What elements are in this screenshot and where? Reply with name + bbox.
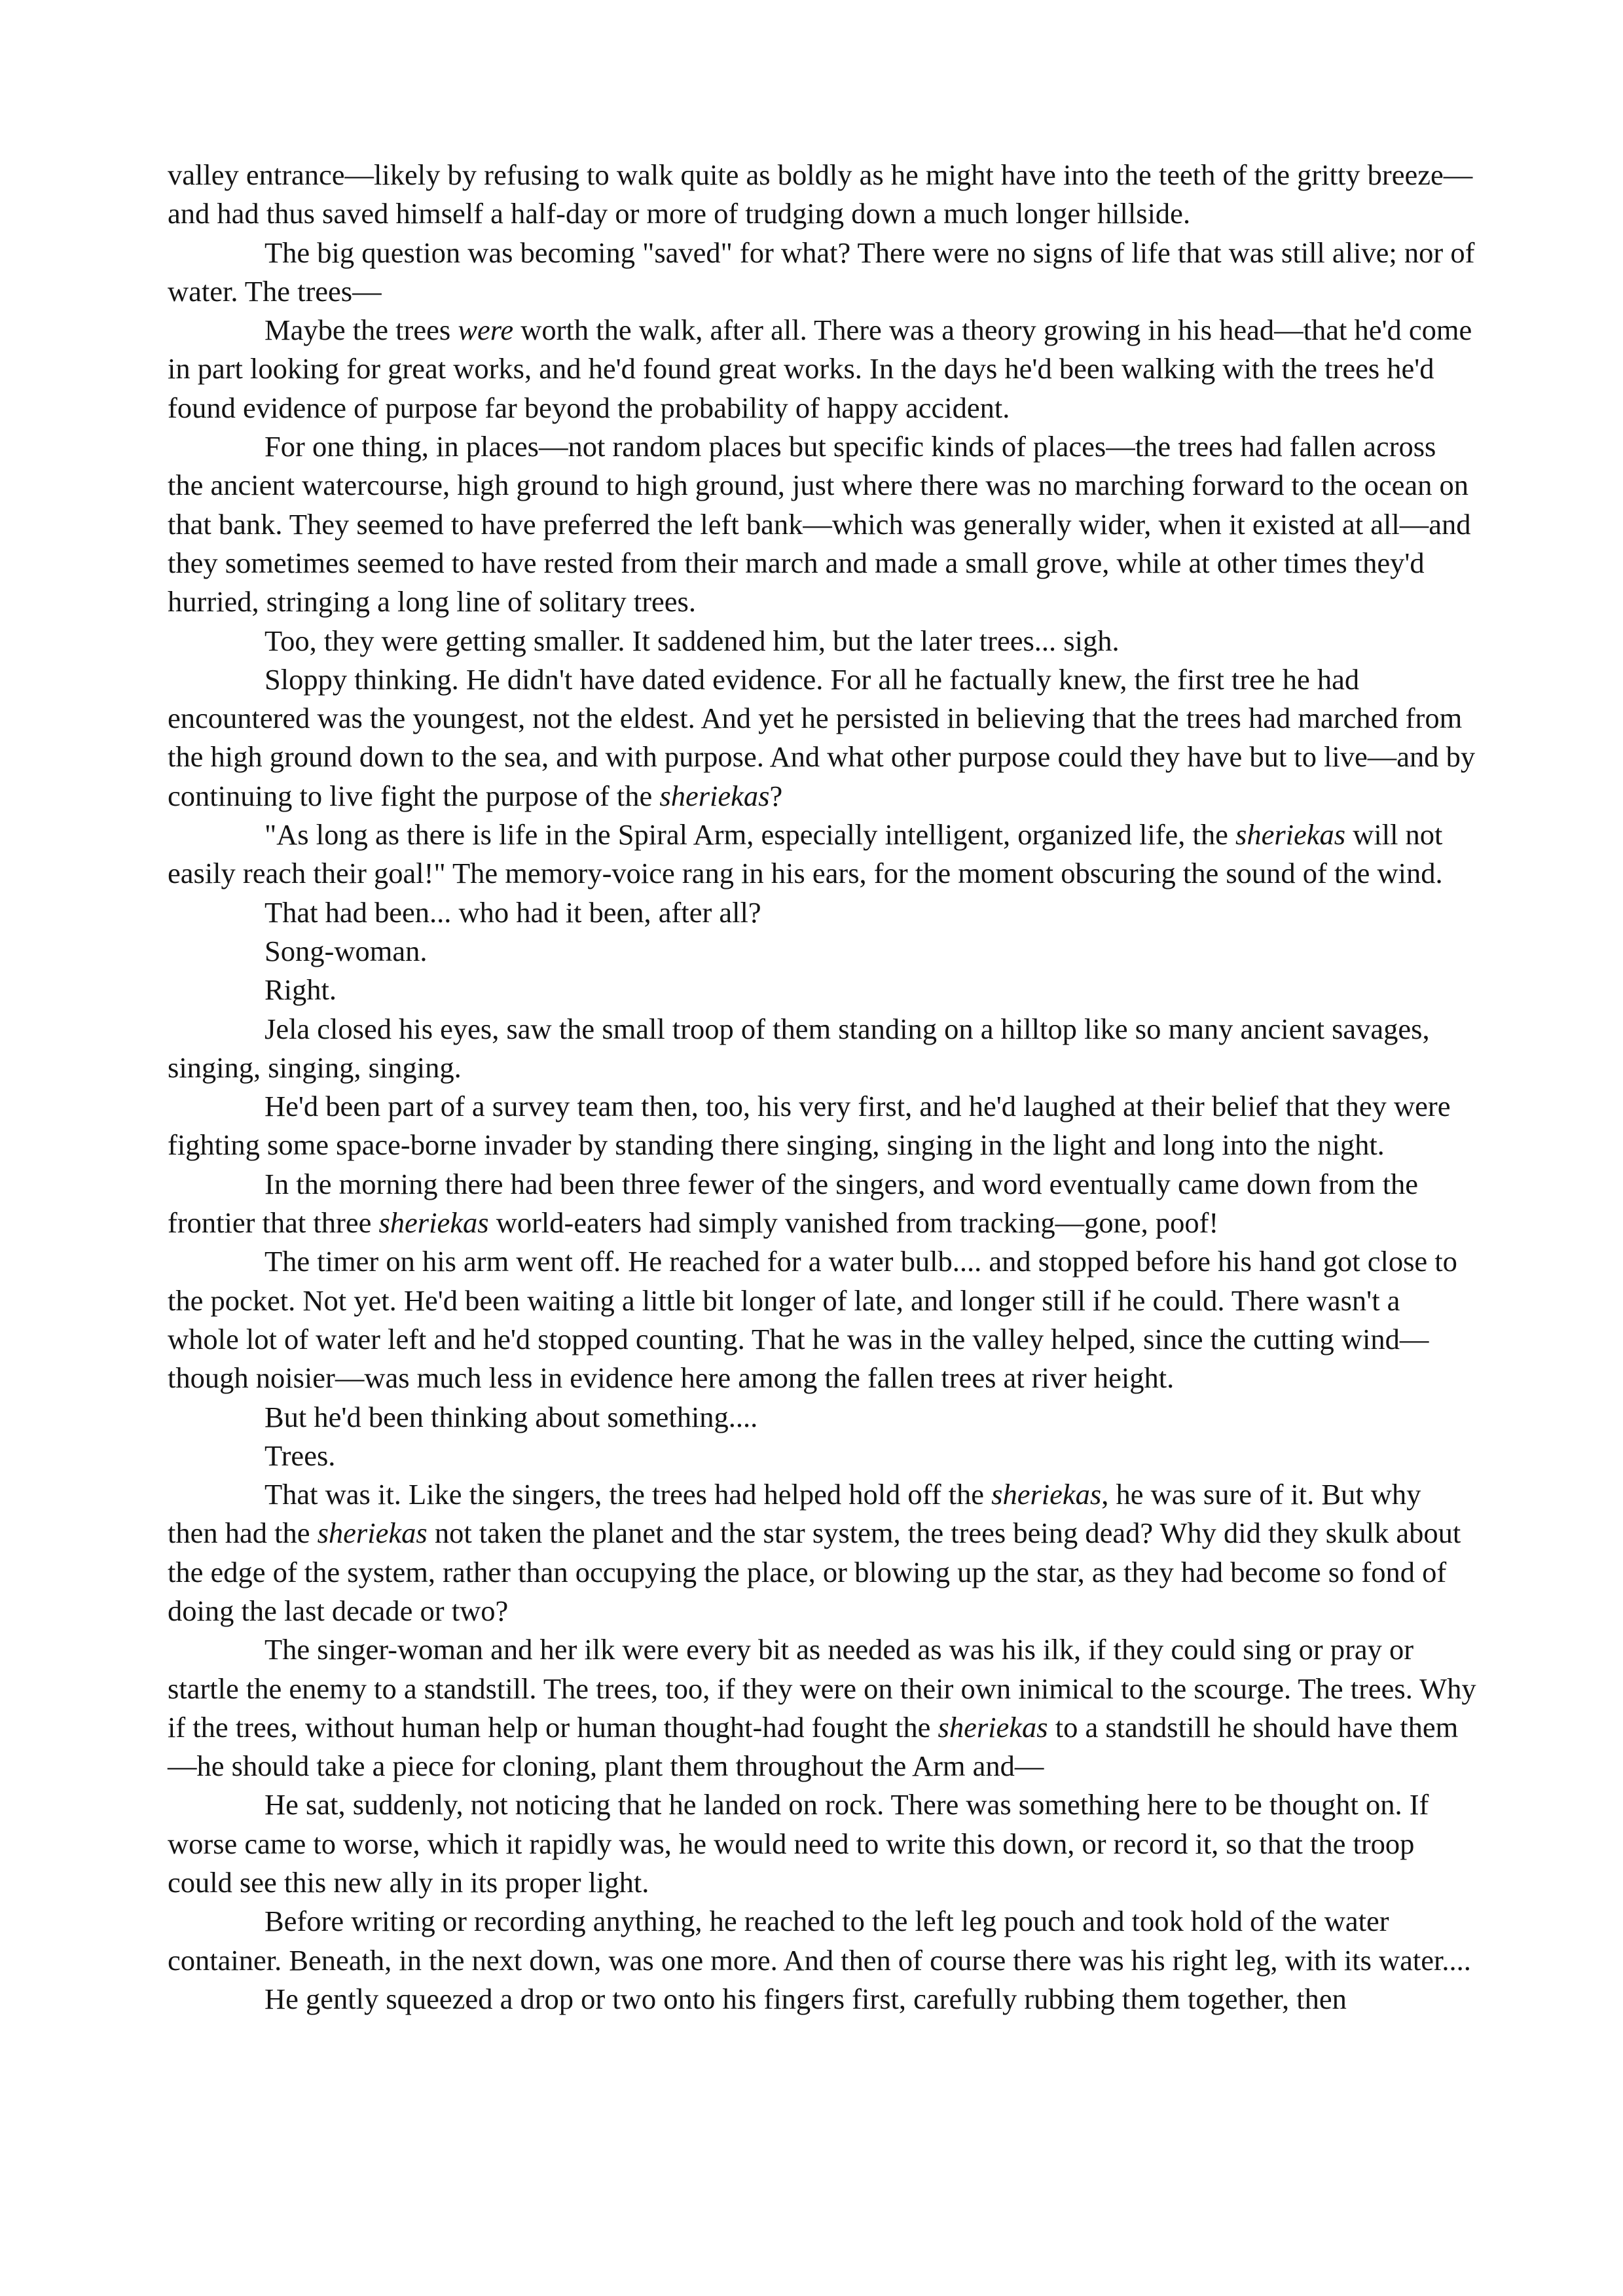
text-run: The timer on his arm went off. He reached for a water bulb.... and stopped before his hand got close to the pocket. Not yet. He'd been waiting a little bit longer of late, and longer still if he could. There wasn't a whole lot of water left and he'd stopped counting. That he was in the valley helped, since the cutting wind—though noisier—was much less in evidence here among the fallen trees at river height. [168,1245,1457,1395]
paragraph [168,816,1477,893]
paragraph [168,311,1477,427]
text-run: Before writing or recording anything, he reached to the left leg pouch and took hold of the water container. Beneath, in the next down, was one more. And then of course there was his right leg, with its water.... [168,1905,1471,1977]
italic-text: sheriekas [938,1710,1048,1744]
paragraph [168,1087,1477,1165]
text-run: Trees. [264,1439,336,1472]
paragraph [168,932,1477,971]
paragraph [168,1475,1477,1630]
text-run: "As long as there is life in the Spiral Arm, especially intelligent, organized life, the [264,818,1235,852]
text-run: ? [769,779,783,812]
text-run: But he'd been thinking about something.... [264,1400,758,1433]
paragraph [168,1785,1477,1902]
paragraph [168,427,1477,621]
paragraph [168,622,1477,660]
text-run: Sloppy thinking. He didn't have dated evidence. For all he factually knew, the first tree he had encountered was the youngest, not the eldest. And yet he persisted in believing that the trees had marched from the high ground down to the sea, and with purpose. And what other purpose could they have but to live—and by continuing to live fight the purpose of the [168,662,1476,812]
text-run: will not easily reach their goal!" The memory-voice rang in his ears, for the moment obscuring the sound of the wind. [168,818,1443,890]
text-run: valley entrance—likely by refusing to walk quite as boldly as he might have into the teeth of the gritty breeze—and had thus saved himself a half-day or more of trudging down a much longer hillside. [168,158,1473,230]
text-run: That had been... who had it been, after all? [264,895,761,929]
paragraph [168,1902,1477,1980]
italic-text: sheriekas [659,779,770,812]
italic-text: sheriekas [378,1206,489,1240]
italic-text: sheriekas [991,1478,1102,1511]
paragraph [168,1165,1477,1243]
text-run: Maybe the trees [264,314,458,347]
paragraph [168,660,1477,816]
paragraph [168,893,1477,932]
text-run: For one thing, in places—not random places but specific kinds of places—the trees had fallen across the ancient watercourse, high ground to high ground, just where there was no marching forward to the ocean on that bank. They seemed to have preferred the left bank—which was generally wider, when it existed at all—and they sometimes seemed to have rested from their march and made a small grove, while at other times they'd hurried, stringing a long line of solitary trees. [168,430,1471,619]
text-run: He sat, suddenly, not noticing that he landed on rock. There was something here to be thought on. If worse came to worse, which it rapidly was, he would need to write this down, or record it, so that the troop could see this new ally in its proper light. [168,1788,1429,1899]
text-run: , he was sure of it. But why then had the [168,1478,1421,1550]
text-run: worth the walk, after all. There was a theory growing in his head—that he'd come in part looking for great works, and he'd found great works. In the days he'd been walking with the trees he'd found evidence of purpose far beyond the probability of happy accident. [168,314,1472,424]
paragraph [168,156,1477,234]
text-run: Too, they were getting smaller. It saddened him, but the later trees... sigh. [264,624,1120,657]
text-run: to a standstill he should have them—he should take a piece for cloning, plant them throughout the Arm and— [168,1710,1459,1783]
paragraph [168,1398,1477,1437]
paragraph [168,1010,1477,1088]
text-run: He gently squeezed a drop or two onto his fingers first, carefully rubbing them together, then [264,1982,1347,2015]
text-run: world-eaters had simply vanished from tracking—gone, poof! [488,1206,1219,1240]
paragraph [168,1242,1477,1397]
paragraph [168,971,1477,1009]
book-page [168,156,1477,2018]
text-run: Song-woman. [264,934,428,967]
paragraph [168,234,1477,312]
text-run: The big question was becoming "saved" for what? There were no signs of life that was still alive; nor of water. The trees— [168,236,1475,308]
text-run: He'd been part of a survey team then, too, his very first, and he'd laughed at their belief that they were fighting some space-borne invader by standing there singing, singing in the light and long into the night. [168,1090,1451,1162]
italic-text: sheriekas [317,1516,428,1550]
text-run: Jela closed his eyes, saw the small troop of them standing on a hilltop like so many ancient savages, singing, singing, singing. [168,1012,1430,1084]
italic-text: were [458,314,514,347]
text-run: That was it. Like the singers, the trees had helped hold off the [264,1478,992,1511]
italic-text: sheriekas [1235,818,1346,852]
text-run: The singer-woman and her ilk were every bit as needed as was his ilk, if they could sing or pray or startle the enemy to a standstill. The trees, too, if they were on their own inimical to the scourge. The trees. Why if the trees, without human help or human thought-had fought the [168,1633,1476,1744]
paragraph [168,1630,1477,1785]
text-run: not taken the planet and the star system, the trees being dead? Why did they skulk about the edge of the system, rather than occupying the place, or blowing up the star, as they had become so fond of doing the last decade or two? [168,1516,1461,1627]
paragraph [168,1437,1477,1475]
text-run: Right. [264,973,337,1007]
text-run: In the morning there had been three fewer of the singers, and word eventually came down from the frontier that three [168,1167,1419,1240]
paragraph [168,1980,1477,2018]
